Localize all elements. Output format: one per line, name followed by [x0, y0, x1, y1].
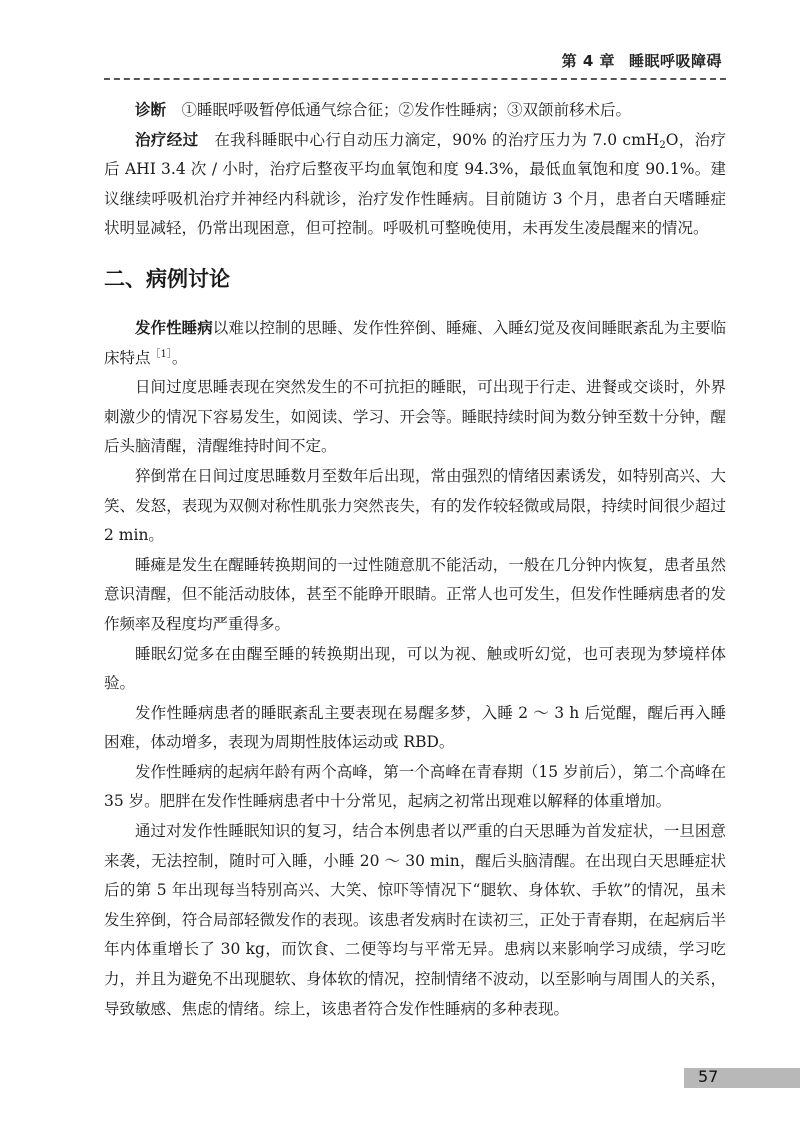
page-number: 57: [698, 1067, 719, 1086]
diagnosis-paragraph: [104, 96, 726, 126]
body-paragraph: 发作性睡病患者的睡眠紊乱主要表现在易醒多梦，入睡 2 ～ 3 h 后觉醒，醒后再入睡困难，体动增多，表现为周期性肢体运动或 RBD。: [104, 703, 726, 752]
treatment-subscript: 2: [659, 139, 666, 151]
treatment-label: 治疗经过: [135, 130, 199, 149]
page-body: [104, 96, 726, 1024]
body-paragraph: 日间过度思睡表现在突然发生的不可抗拒的睡眠，可出现于行走、进餐或交谈时，外界刺激少的情况下容易发生，如阅读、学习、开会等。睡眠持续时间为数分钟至数十分钟，醒后头脑清醒，清醒维持时间不定。: [104, 378, 726, 456]
running-header: [562, 50, 722, 71]
header-dashed-rule: [104, 78, 726, 80]
diagnosis-label: 诊断: [135, 101, 167, 119]
intro-paragraph: [104, 314, 726, 373]
section-heading: 二、病例讨论: [104, 266, 230, 291]
body-paragraph: 猝倒常在日间过度思睡数月至数年后出现，常由强烈的情绪因素诱发，如特别高兴、大笑、发怒，表现为双侧对称性肌张力突然丧失，有的发作较轻微或局限，持续时间很少超过 2 min。: [104, 466, 726, 545]
chapter-number: 第 4 章: [561, 52, 615, 70]
body-paragraph: 睡瘫是发生在醒睡转换期间的一过性随意肌不能活动，一般在几分钟内恢复，患者虽然意识清醒，但不能活动肢体，甚至不能睁开眼睛。正常人也可发生，但发作性睡病患者的发作频率及程度均严重得多。: [104, 555, 726, 633]
treatment-paragraph: [104, 126, 726, 244]
intro-term: 发作性睡病: [135, 318, 213, 337]
intro-end: 。: [171, 348, 188, 367]
treatment-text-end: O，治疗后 AHI 3.4 次 / 小时，治疗后整夜平均血氧饱和度 94.3%，最低血氧饱和度 90.1%。建议继续呼吸机治疗并神经内科就诊，治疗发作性睡病。目前随访 3 个月，患者白天嗜睡症状明显减轻，仍常出现困意，但可控制。呼吸机可整晚使用，未再发生凌晨醒来的情况。: [104, 130, 726, 238]
body-paragraph: 睡眠幻觉多在由醒至睡的转换期出现，可以为视、触或听幻觉，也可表现为梦境样体验。: [104, 644, 726, 693]
chapter-title: 睡眠呼吸障碍: [628, 52, 722, 70]
citation-marker: ［1］: [150, 348, 172, 360]
intro-text: 以难以控制的思睡、发作性猝倒、睡瘫、入睡幻觉及夜间睡眠紊乱为主要临床特点: [104, 318, 726, 367]
body-paragraph: 通过对发作性睡眠知识的复习，结合本例患者以严重的白天思睡为首发症状，一旦困意来袭，无法控制，随时可入睡，小睡 20 ～ 30 min，醒后头脑清醒。在出现白天思睡症状后的第 5 年出现每当特别高兴、大笑、惊吓等情况下“腿软、身体软、手软”的情况，虽未发生猝倒，符合局部轻微发作的表现。该患者发病时在读初三，正处于青春期，在起病后半年内体重增长了 30 kg，而饮食、二便等均与平常无异。患病以来影响学习成绩，学习吃力，并且为避免不出现腿软、身体软的情况，控制情绪不波动，以至影响与周围人的关系，导致敏感、焦虑的情绪。综上，该患者符合发作性睡病的多种表现。: [104, 822, 726, 1018]
body-paragraph: 发作性睡病的起病年龄有两个高峰，第一个高峰在青春期（15 岁前后），第二个高峰在 35 岁。肥胖在发作性睡病患者中十分常见，起病之初常出现难以解释的体重增加。: [104, 762, 726, 811]
treatment-text-start: 在我科睡眠中心行自动压力滴定，90% 的治疗压力为 7.0 cmH: [214, 130, 660, 149]
diagnosis-text: ①睡眠呼吸暂停低通气综合征；②发作性睡病；③双颌前移术后。: [181, 101, 632, 119]
